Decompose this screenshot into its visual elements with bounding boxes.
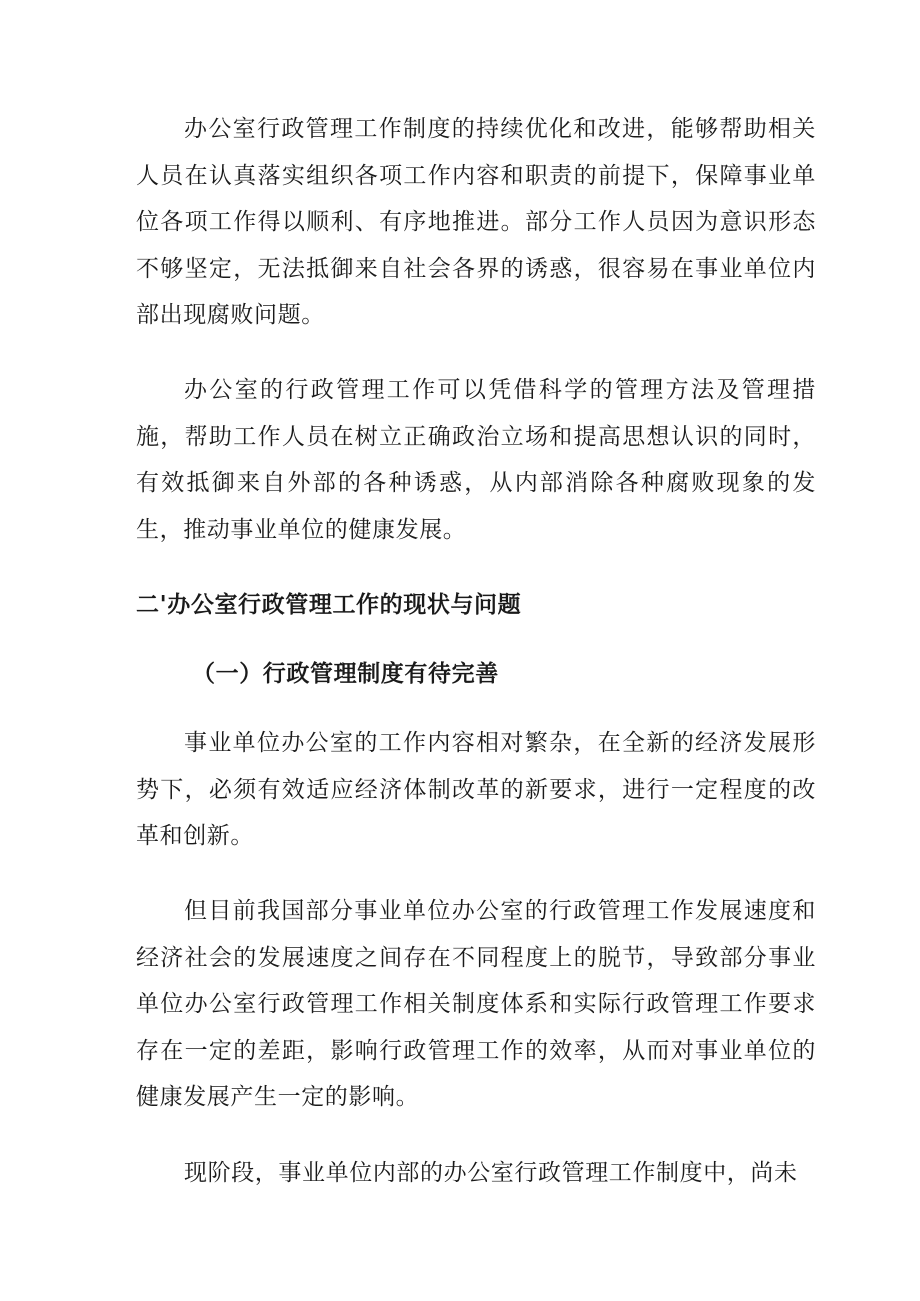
subsection-heading: （一）行政管理制度有待完善: [192, 661, 499, 687]
section-heading: 二'办公室行政管理工作的现状与问题: [136, 592, 522, 618]
paragraph-1: 办公室行政管理工作制度的持续优化和改进，能够帮助相关人员在认真落实组织各项工作内容和职责的前提下，保障事业单位各项工作得以顺利、有序地推进。部分工作人员因为意识形态不够坚定，无法抵御来自社会各界的诱惑，很容易在事业单位内部出现腐败问题。: [136, 116, 816, 328]
paragraph-5: 现阶段，事业单位内部的办公室行政管理工作制度中，尚未: [184, 1160, 798, 1186]
paragraph-3: 事业单位办公室的工作内容相对繁杂，在全新的经济发展形势下，必须有效适应经济体制改革的新要求，进行一定程度的改革和创新。: [136, 730, 816, 849]
paragraph-2: 办公室的行政管理工作可以凭借科学的管理方法及管理措施，帮助工作人员在树立正确政治立场和提高思想认识的同时，有效抵御来自外部的各种诱惑，从内部消除各种腐败现象的发生，推动事业单位的健康发展。: [136, 377, 816, 543]
paragraph-4: 但目前我国部分事业单位办公室的行政管理工作发展速度和经济社会的发展速度之间存在不同程度上的脱节，导致部分事业单位办公室行政管理工作相关制度体系和实际行政管理工作要求存在一定的差距，影响行政管理工作的效率，从而对事业单位的健康发展产生一定的影响。: [136, 898, 816, 1110]
